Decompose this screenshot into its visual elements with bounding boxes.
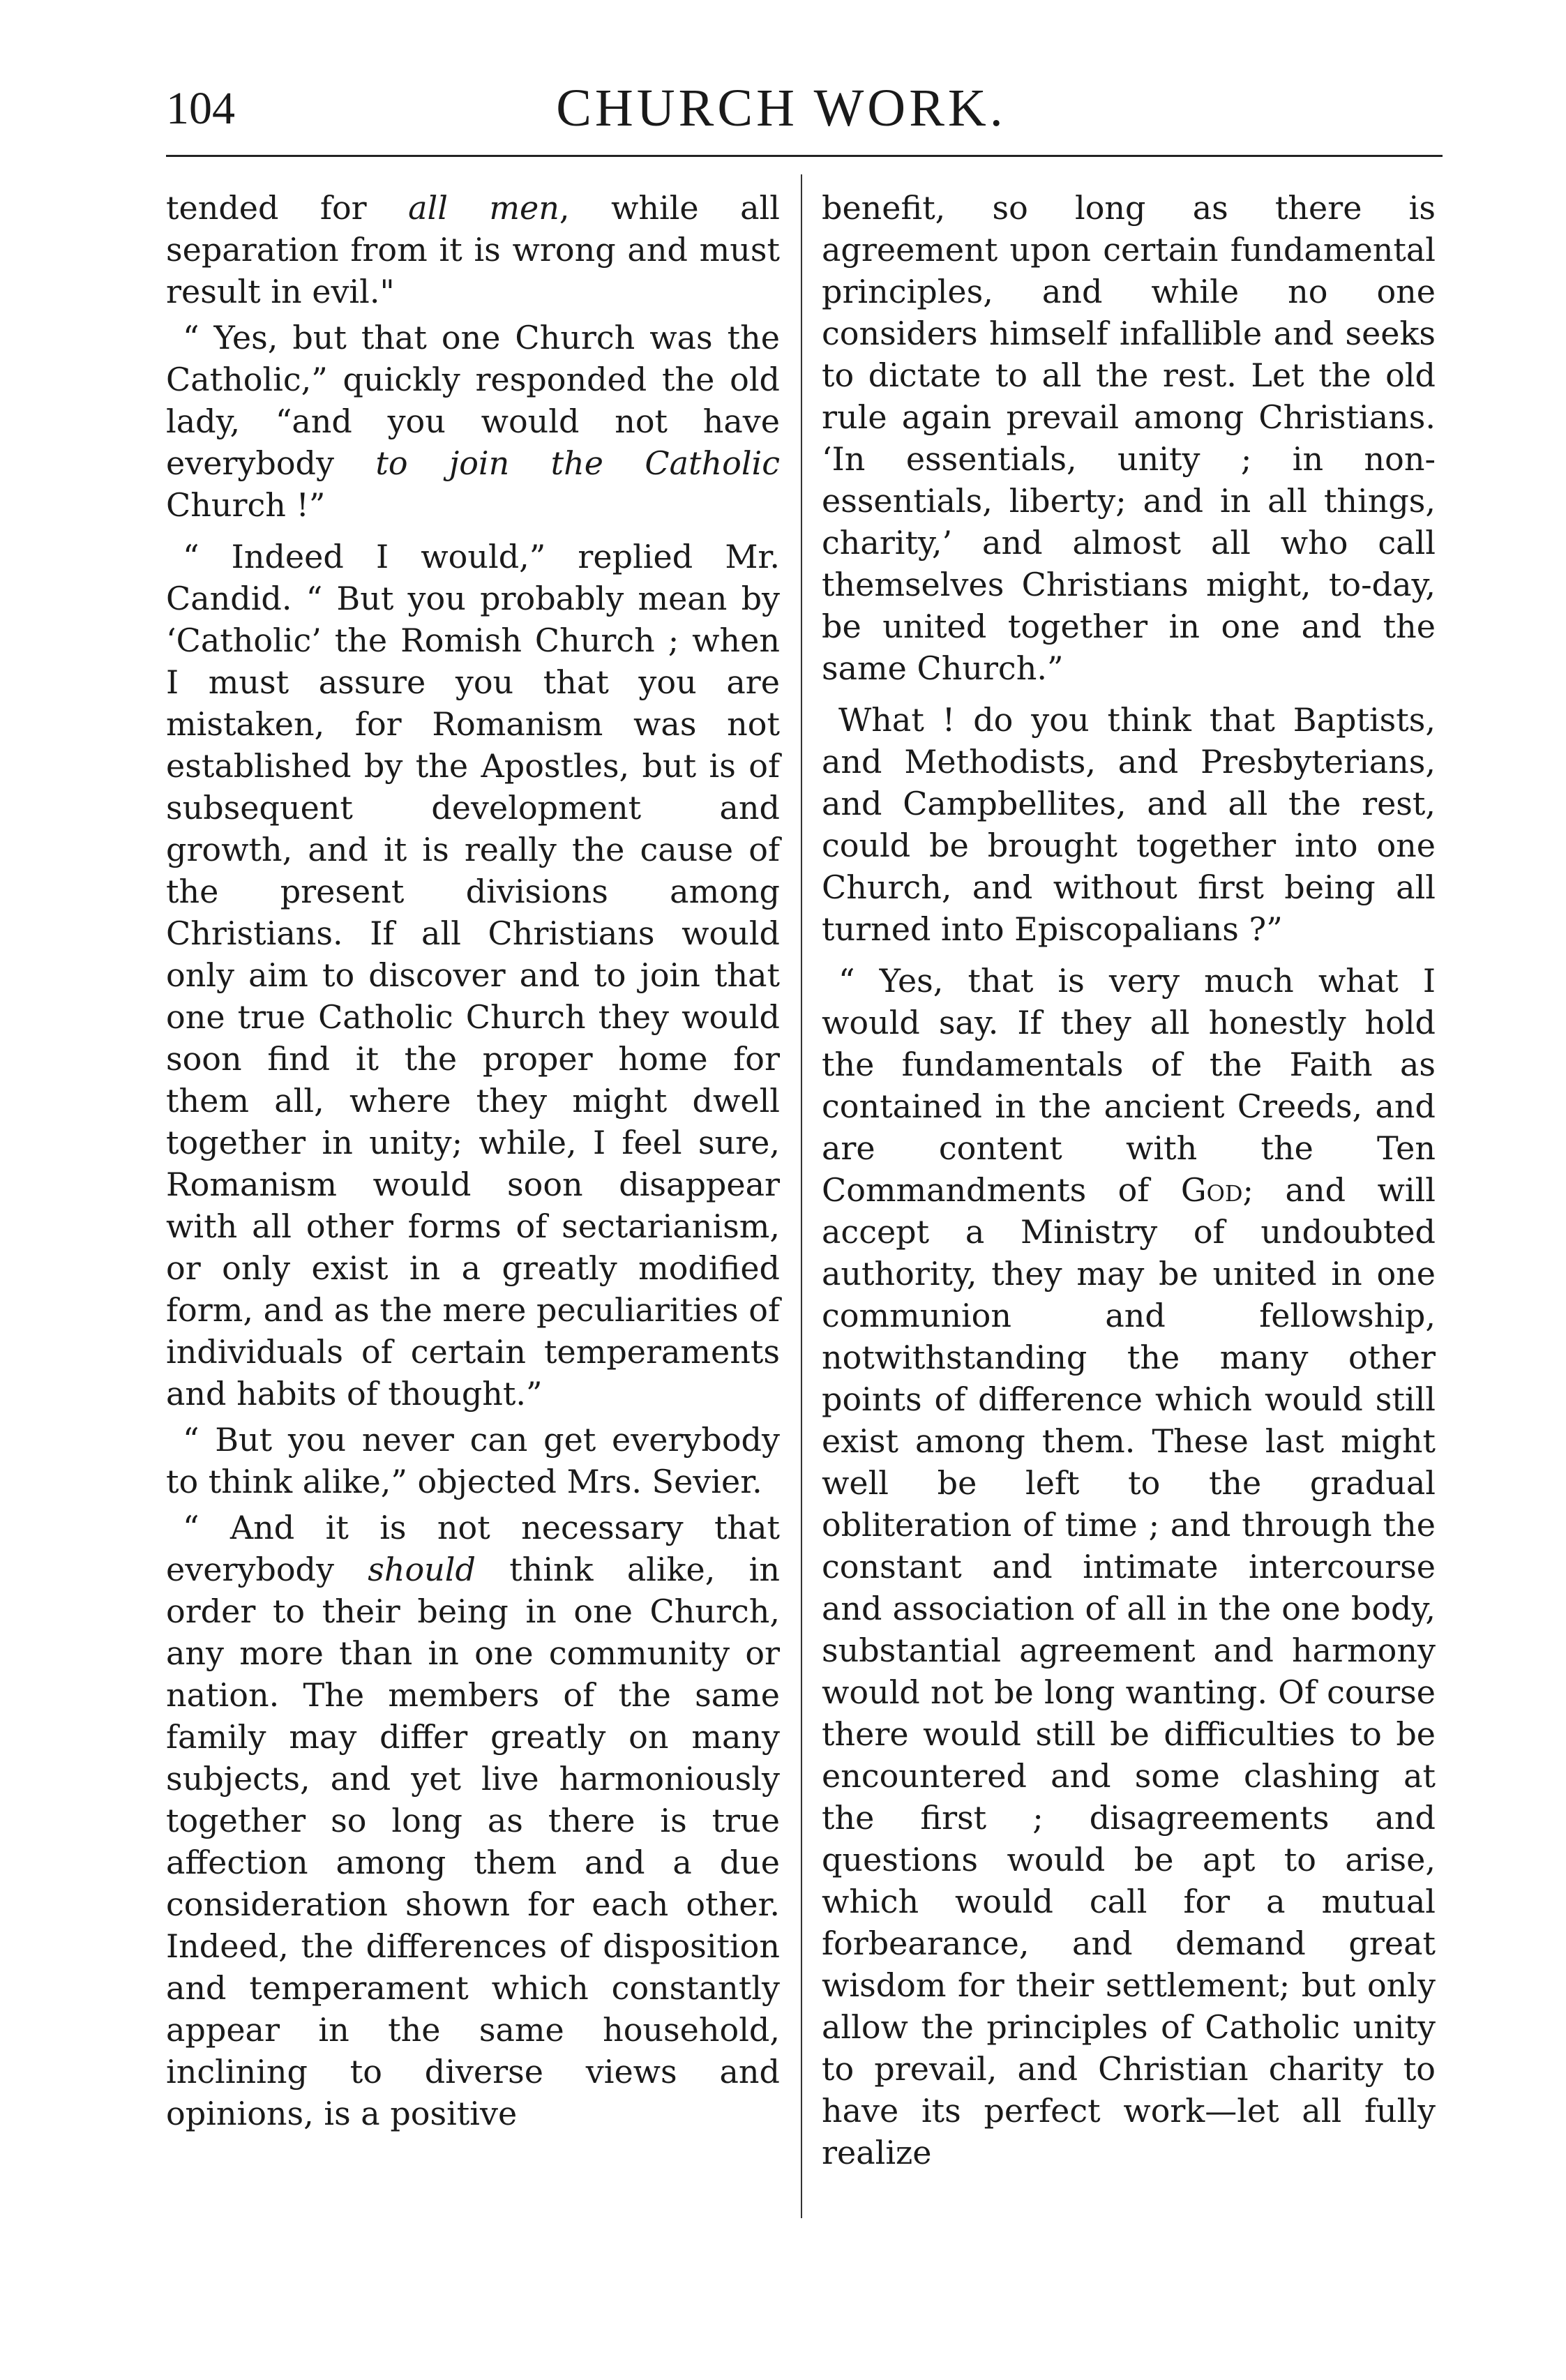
text-run: “ And it is not necessary that everybody (166, 1509, 780, 1588)
text-run: “ Yes, that is very much what I would say. If they all honestly hold the fundamentals of the Faith as contained in the ancient Creeds, and are content with the Ten Commandments of (822, 962, 1436, 1209)
italic-text: should (368, 1551, 476, 1588)
page-number: 104 (166, 83, 235, 134)
running-head: CHURCH WORK. (556, 79, 1007, 137)
paragraph (166, 317, 780, 526)
paragraph: “ Indeed I would,” replied Mr. Candid. “ But you probably mean by ‘Catholic’ the Romish Church ; when I must assure you that you are mistaken, for Romanism was not established by the Apostles, but is of subsequent development and growth, and it is really the cause of the present divisions among Christians. If all Christians would only aim to discover and to join that one true Catholic Church they would soon find it the proper home for them all, where they might dwell together in unity; while, I feel sure, Romanism would soon disappear with all other forms of sectarianism, or only exist in a greatly modified form, and as the mere peculiarities of individuals of certain temperaments and habits of thought.” (166, 538, 780, 1413)
small-caps-text: God (1180, 1171, 1243, 1209)
paragraph (166, 187, 780, 312)
italic-text: all men (408, 189, 559, 227)
text-run: “ Yes, but that one Church was the Catholic,” quickly responded the old lady, “and you would not have everybody (166, 319, 780, 482)
text-run: Church !” (166, 486, 326, 524)
text-run: , while all separation from it is wrong and must result in evil." (166, 189, 780, 310)
text-run: think alike, in order to their being in one Church, any more than in one community or nation. The members of the same family may differ greatly on many subjects, and yet live harmoniously together so long as there is true affection among them and a due consideration shown for each other. Indeed, the differences of disposition and temperament which constantly appear in the same household, inclining to diverse views and opinions, is a positive (166, 1551, 780, 2132)
text-run: tended for (166, 189, 409, 227)
left-column (166, 187, 780, 2139)
paragraph: “ But you never can get everybody to think alike,” objected Mrs. Sevier. (166, 1421, 780, 1500)
italic-text: to join the Catholic (375, 444, 780, 482)
header-rule (166, 155, 1443, 157)
text-run: ; and will accept a Ministry of undoubted authority, they may be united in one communion and fellowship, notwithstanding the many other points of difference which would still exist among them. These last might well be left to the gradual obliteration of time ; and through the constant and intimate intercourse and association of all in the one body, substantial agreement and harmony would not be long wanting. Of course there would still be difficulties to be encountered and some clashing at the first ; disagreements and questions would be apt to arise, which would call for a mutual forbearance, and demand great wisdom for their settlement; but only allow the principles of Catholic unity to prevail, and Christian charity to have its perfect work—let all fully realize (822, 1171, 1436, 2171)
paragraph (822, 960, 1436, 2174)
paragraph: What ! do you think that Baptists, and Methodists, and Presbyterians, and Campbellites, and all the rest, could be brought together into one Church, and without first being all turned into Episcopalians ?” (822, 701, 1436, 948)
paragraph (166, 1507, 780, 2134)
paragraph: benefit, so long as there is agreement upon certain fundamental principles, and while no one considers himself infallible and seeks to dictate to all the rest. Let the old rule again prevail among Christians. ‘In essentials, unity ; in non-essentials, liberty; and in all things, charity,’ and almost all who call themselves Christians might, to-day, be united together in one and the same Church.” (822, 189, 1436, 687)
column-divider (801, 174, 802, 2218)
right-column (822, 187, 1436, 2178)
